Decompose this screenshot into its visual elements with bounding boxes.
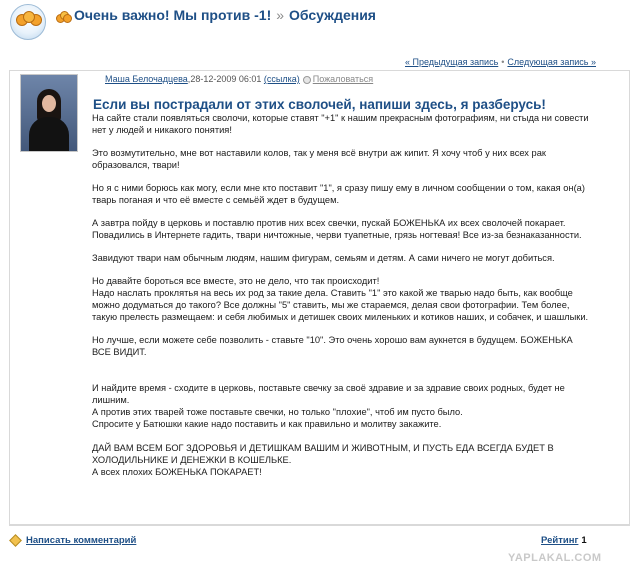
post-paragraph: Это возмутительно, мне вот наставили колов, так у меня всё внутри аж кипит. Я хочу чтоб у них всех рак образовался, твари! (92, 148, 546, 170)
post-paragraph: Но я с ними борюсь как могу, если мне кто поставит "1", я сразу пишу ему в личном сообщении о том, какая он(а) тварь поганая и что её вместе с семьёй ждет в будущем. (92, 183, 585, 205)
write-comment-link[interactable]: Написать комментарий (26, 535, 137, 546)
entry-navigation (405, 57, 596, 67)
rating-label[interactable]: Рейтинг (541, 535, 579, 546)
nav-separator: • (501, 57, 505, 67)
breadcrumb (56, 7, 376, 23)
previous-entry-link[interactable]: « Предыдущая запись (405, 57, 499, 67)
permalink[interactable]: (ссылка) (263, 74, 300, 84)
post-paragraph: На сайте стали появляться сволочи, которые ставят "+1" к нашим прекрасным фотографиям, ни стыда ни совести нет у людей и никакого понятия! (92, 113, 589, 135)
complain-icon[interactable] (303, 76, 311, 84)
community-logo-icon[interactable] (10, 4, 46, 40)
breadcrumb-separator: » (276, 7, 285, 23)
rating (541, 535, 587, 546)
group-people-icon (56, 11, 70, 22)
post-paragraph: Завидуют твари нам обычным людям, нашим фигурам, семьям и детям. А сами ничего не могут добиться. (92, 253, 555, 263)
author-link[interactable]: Маша Белочадцева (105, 74, 188, 84)
post-paragraph: ДАЙ ВАМ ВСЕМ БОГ ЗДОРОВЬЯ И ДЕТИШКАМ ВАШИМ И ЖИВОТНЫМ, И ПУСТЬ ЕДА ВСЕГДА БУДЕТ В ХОЛОДИЛЬНИКЕ И ДЕНЕЖКИ В КОШЕЛЬКЕ. А всех плохих БОЖЕНЬКА ПОКАРАЕТ! (92, 443, 554, 477)
post-title: Если вы пострадали от этих сволочей, напиши здесь, я разберусь! (93, 97, 546, 112)
post-paragraph: Но давайте бороться все вместе, это не дело, что так происходит! Надо наслать проклятья на весь их род за такие дела. Ставить "1" это какой же тварью надо быть, как вообще можно додуматься до такого? Все должны "5" ставить, мы же стараемся, делая свои фотографии. Тем более, такую прелесть размещаем: и себя любимых и детишек своих миленьких и котиков наших, и собачек, и шашлыки. (92, 276, 589, 322)
pencil-icon (9, 534, 22, 547)
post-paragraph: Но лучше, если можете себе позволить - ставьте "10". Это очень хорошо вам аукнется в будущем. БОЖЕНЬКА ВСЕ ВИДИТ. (92, 335, 573, 357)
rating-value: 1 (581, 535, 587, 546)
community-link[interactable]: Очень важно! Мы против -1! (74, 7, 272, 23)
entry-datetime: , (187, 74, 191, 84)
next-entry-link[interactable]: Следующая запись » (507, 57, 596, 67)
post-paragraph: И найдите время - сходите в церковь, поставьте свечку за своё здравие и за здравие своих родных, будет не лишним. А против этих тварей тоже поставьте свечки, но только "плохие", чтоб им пусто было. Спросите у Батюшки какие надо поставить и как правильно и молитву закажите. (92, 383, 565, 429)
entry-date: 28-12-2009 06:01 (190, 74, 262, 84)
post-body (92, 112, 590, 478)
post-paragraph: А завтра пойду в церковь и поставлю против них всех свечки, пускай БОЖЕНЬКА их всех сволочей покарает. Повадились в Интернете гадить, твари ничтожные, черви туапетные, грязь ногтевая! Все из-за безнаказанности. (92, 218, 582, 240)
entry-meta (105, 74, 373, 84)
footer-divider (9, 525, 630, 526)
complain-link[interactable]: Пожаловаться (312, 74, 374, 84)
entry-divider (9, 70, 630, 71)
site-watermark: YAPLAKAL.COM (508, 552, 602, 564)
write-comment[interactable] (11, 535, 136, 546)
author-avatar[interactable] (20, 74, 78, 152)
section-link[interactable]: Обсуждения (289, 7, 376, 23)
